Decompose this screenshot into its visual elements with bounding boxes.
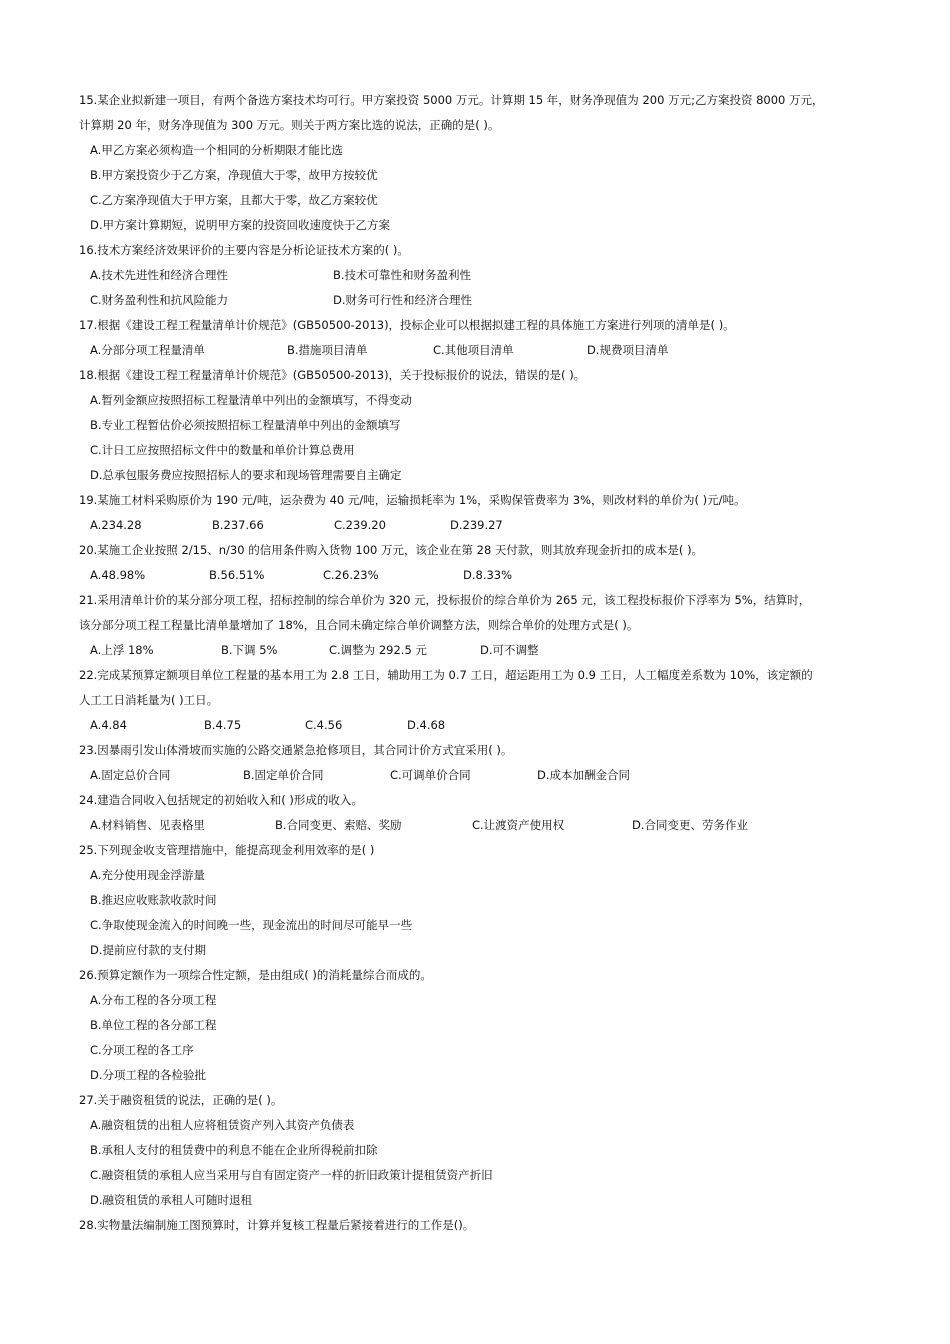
question-17-option-d: D.规费项目清单 [587, 343, 669, 357]
question-24-option-d: D.合同变更、劳务作业 [632, 818, 749, 832]
question-23-option-d: D.成本加酬金合同 [537, 768, 631, 782]
question-20-options [79, 563, 879, 588]
question-23-options [79, 763, 879, 788]
question-25-stem: 25.下列现金收支管理措施中，能提高现金利用效率的是( ) [79, 843, 375, 857]
question-15-option-c: C.乙方案净现值大于甲方案，且都大于零，故乙方案较优 [90, 193, 378, 207]
question-16-options-row-1 [79, 263, 879, 288]
question-18-option-c: C.计日工应按照招标文件中的数量和单价计算总费用 [90, 443, 355, 457]
question-17-options [79, 338, 879, 363]
question-21-options [79, 638, 879, 663]
question-27-option-b: B.承租人支付的租赁费中的利息不能在企业所得税前扣除 [90, 1143, 378, 1157]
question-18-option-a: A.暂列金额应按照招标工程量清单中列出的金额填写，不得变动 [90, 393, 412, 407]
question-24-option-a: A.材料销售、见表格里 [90, 818, 205, 832]
question-25-option-c: C.争取使现金流入的时间晚一些，现金流出的时间尽可能早一些 [90, 918, 413, 932]
question-22-options [79, 713, 879, 738]
question-23-stem: 23.因暴雨引发山体滑坡而实施的公路交通紧急抢修项目，其合同计价方式宜采用( )。 [79, 743, 513, 757]
question-20-option-d: D.8.33% [463, 568, 513, 582]
question-17-option-c: C.其他项目清单 [433, 343, 514, 357]
question-26-option-c: C.分项工程的各工序 [90, 1043, 194, 1057]
question-22-stem-line-1: 22.完成某预算定额项目单位工程量的基本用工为 2.8 工日，辅助用工为 0.7 工日，超运距用工为 0.9 工日，人工幅度差系数为 10%，该定额的 [79, 668, 813, 682]
question-15-option-a: A.甲乙方案必须构造一个相同的分析期限才能比选 [90, 143, 343, 157]
question-19-option-b: B.237.66 [212, 518, 264, 532]
question-23-option-b: B.固定单价合同 [243, 768, 324, 782]
question-20-option-a: A.48.98% [90, 568, 146, 582]
question-23-option-a: A.固定总价合同 [90, 768, 171, 782]
question-26-option-a: A.分布工程的各分项工程 [90, 993, 217, 1007]
question-27-stem: 27.关于融资租赁的说法，正确的是( )。 [79, 1093, 283, 1107]
question-15-option-b: B.甲方案投资少于乙方案，净现值大于零，故甲方按较优 [90, 168, 378, 182]
question-23-option-c: C.可调单价合同 [390, 768, 471, 782]
question-21-stem-line-1: 21.采用清单计价的某分部分项工程，招标控制的综合单价为 320 元，投标报价的综合单价为 265 元，该工程投标报价下浮率为 5%，结算时， [79, 593, 811, 607]
question-15-stem-line-2: 计算期 20 年，财务净现值为 300 万元。则关于两方案比选的说法，正确的是( )。 [79, 118, 500, 132]
question-27-option-a: A.融资租赁的出租人应将租赁资产列入其资产负债表 [90, 1118, 355, 1132]
question-18-option-b: B.专业工程暂估价必须按照招标工程量清单中列出的金额填写 [90, 418, 401, 432]
question-15-option-d: D.甲方案计算期短，说明甲方案的投资回收速度快于乙方案 [90, 218, 391, 232]
question-22-option-d: D.4.68 [407, 718, 446, 732]
question-19-option-d: D.239.27 [450, 518, 503, 532]
question-24-option-b: B.合同变更、索赔、奖励 [275, 818, 402, 832]
question-18-stem: 18.根据《建设工程工程量清单计价规范》(GB50500-2013)，关于投标报价的说法，错误的是( )。 [79, 368, 586, 382]
question-26-stem: 26.预算定额作为一项综合性定额，是由组成( )的消耗量综合而成的。 [79, 968, 432, 982]
question-19-options [79, 513, 879, 538]
question-21-option-c: C.调整为 292.5 元 [329, 643, 427, 657]
question-22-option-a: A.4.84 [90, 718, 127, 732]
question-20-option-c: C.26.23% [323, 568, 379, 582]
question-27-option-c: C.融资租赁的承租人应当采用与自有固定资产一样的折旧政策计提租赁资产折旧 [90, 1168, 493, 1182]
question-17-option-a: A.分部分项工程量清单 [90, 343, 205, 357]
question-22-option-b: B.4.75 [204, 718, 242, 732]
question-21-option-d: D.可不调整 [480, 643, 539, 657]
question-27-option-d: D.融资租赁的承租人可随时退租 [90, 1193, 253, 1207]
question-21-stem-line-2: 该分部分项工程工程量比清单量增加了 18%，且合同未确定综合单价调整方法，则综合单价的处理方式是( )。 [79, 618, 639, 632]
question-16-stem: 16.技术方案经济效果评价的主要内容是分析论证技术方案的( )。 [79, 243, 409, 257]
question-24-options [79, 813, 879, 838]
question-25-option-d: D.提前应付款的支付期 [90, 943, 207, 957]
question-25-option-a: A.充分使用现金浮游量 [90, 868, 205, 882]
question-21-option-b: B.下调 5% [221, 643, 278, 657]
question-24-option-c: C.让渡资产使用权 [472, 818, 565, 832]
question-16-option-a: A.技术先进性和经济合理性 [90, 268, 228, 282]
question-16-option-c: C.财务盈利性和抗风险能力 [90, 293, 229, 307]
question-15-stem-line-1: 15.某企业拟新建一项目，有两个备选方案技术均可行。甲方案投资 5000 万元。计算期 15 年，财务净现值为 200 万元;乙方案投资 8000 万元， [79, 93, 824, 107]
question-16-options-row-2 [79, 288, 879, 313]
question-22-option-c: C.4.56 [305, 718, 343, 732]
question-19-option-a: A.234.28 [90, 518, 142, 532]
question-26-option-b: B.单位工程的各分部工程 [90, 1018, 217, 1032]
question-16-option-d: D.财务可行性和经济合理性 [333, 293, 473, 307]
question-24-stem: 24.建造合同收入包括规定的初始收入和( )形成的收入。 [79, 793, 363, 807]
question-17-stem: 17.根据《建设工程工程量清单计价规范》(GB50500-2013)，投标企业可以根据拟建工程的具体施工方案进行列项的清单是( )。 [79, 318, 735, 332]
question-20-option-b: B.56.51% [209, 568, 265, 582]
question-18-option-d: D.总承包服务费应按照招标人的要求和现场管理需要自主确定 [90, 468, 402, 482]
question-20-stem: 20.某施工企业按照 2/15、n/30 的信用条件购入货物 100 万元，该企业在第 28 天付款，则其放弃现金折扣的成本是( )。 [79, 543, 704, 557]
question-26-option-d: D.分项工程的各检验批 [90, 1068, 207, 1082]
question-28-stem: 28.实物量法编制施工图预算时，计算并复核工程量后紧接着进行的工作是()。 [79, 1218, 475, 1232]
question-22-stem-line-2: 人工工日消耗量为( )工日。 [79, 693, 219, 707]
question-19-option-c: C.239.20 [334, 518, 386, 532]
question-19-stem: 19.某施工材料采购原价为 190 元/吨，运杂费为 40 元/吨，运输损耗率为 1%，采购保管费率为 3%，则改材料的单价为( )元/吨。 [79, 493, 746, 507]
question-25-option-b: B.推迟应收账款收款时间 [90, 893, 217, 907]
question-list [79, 88, 879, 1238]
question-21-option-a: A.上浮 18% [90, 643, 154, 657]
question-16-option-b: B.技术可靠性和财务盈利性 [333, 268, 472, 282]
question-17-option-b: B.措施项目清单 [287, 343, 368, 357]
